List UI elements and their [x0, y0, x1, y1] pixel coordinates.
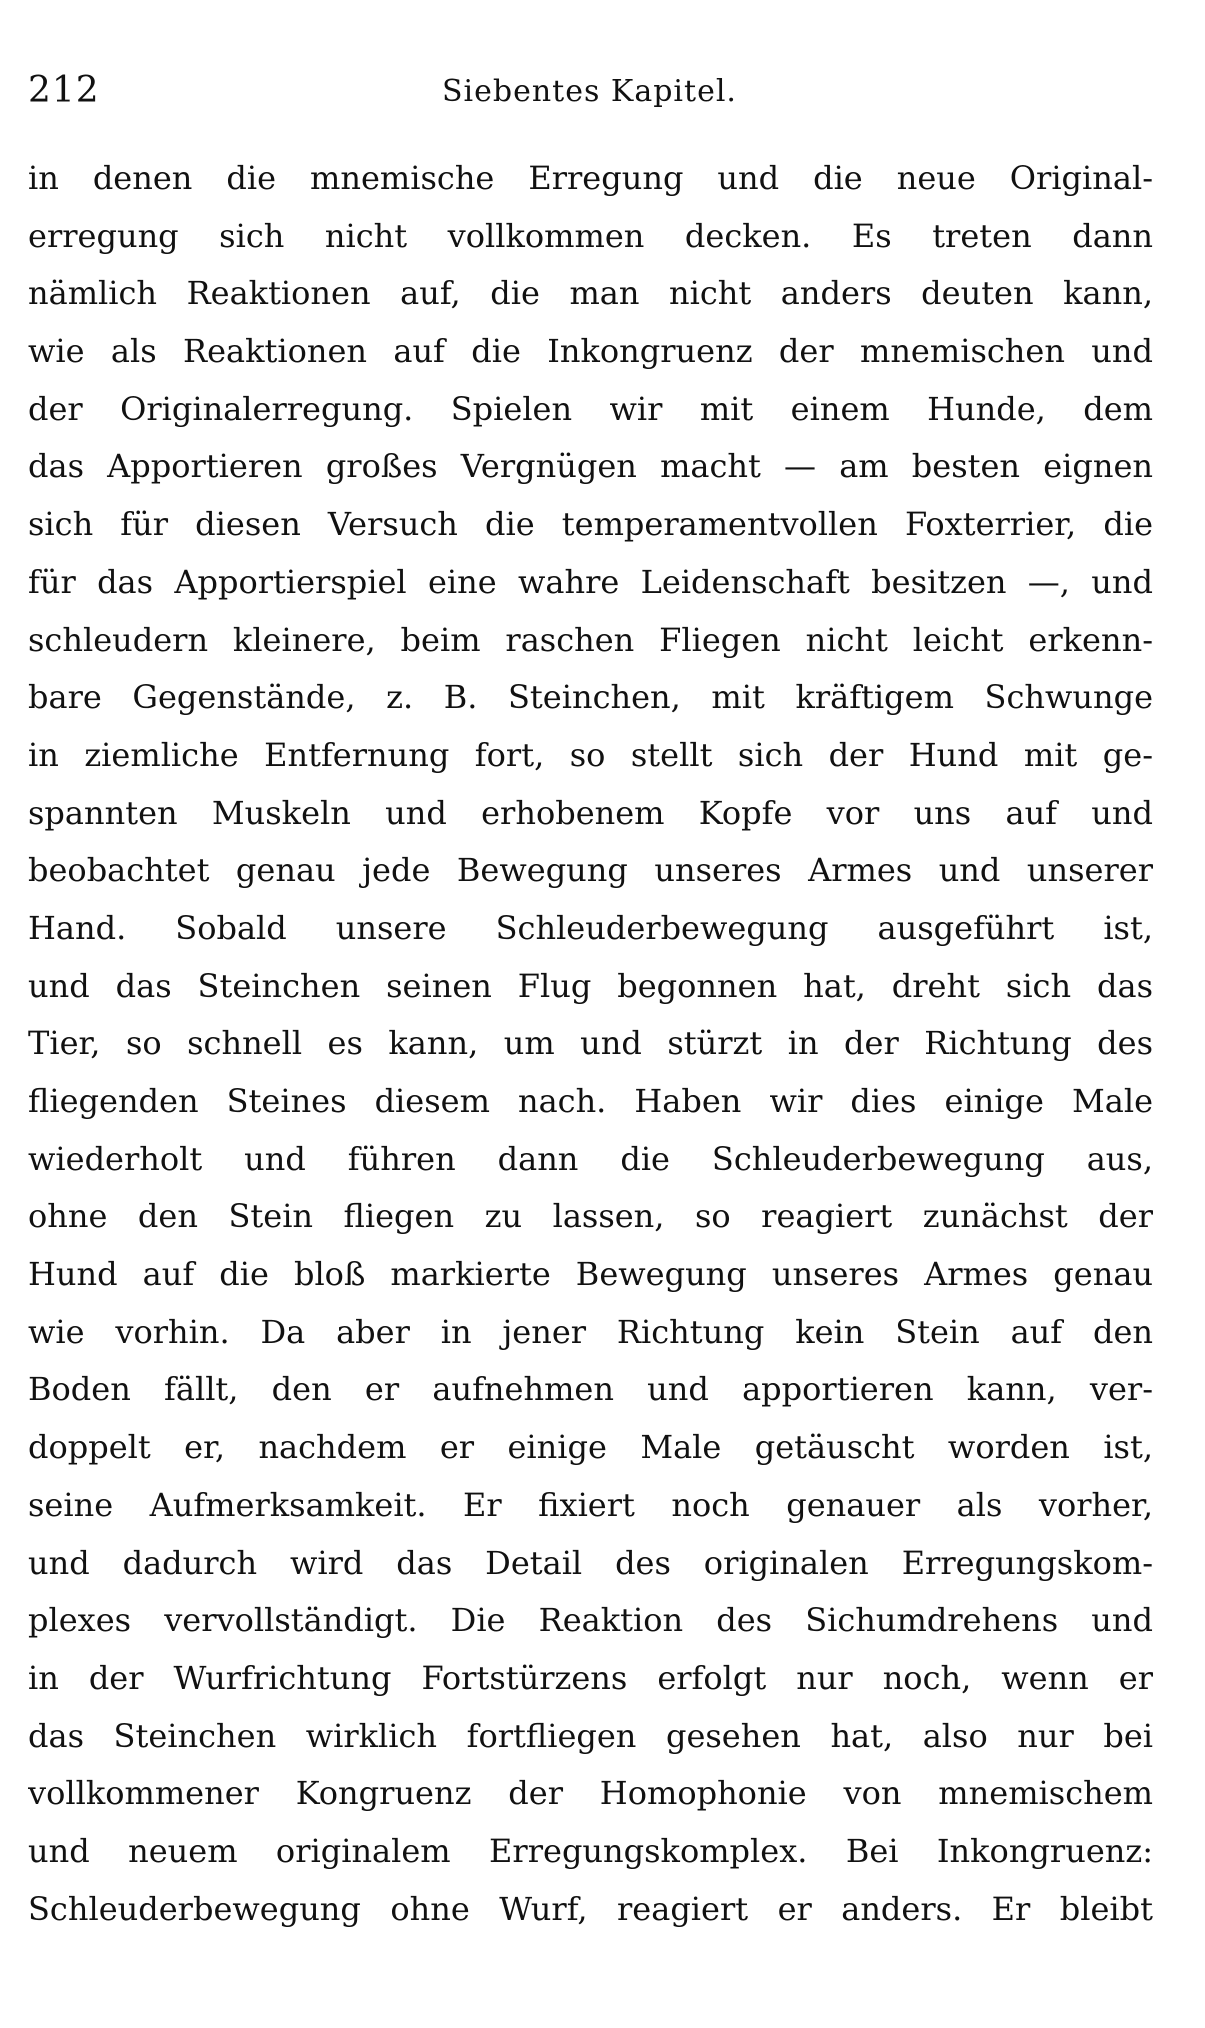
text-line: beobachtet genau jede Bewegung unseres Armes und unserer: [28, 851, 1153, 890]
text-line: wie als Reaktionen auf die Inkongruenz der mnemischen und: [28, 332, 1153, 371]
text-line: und neuem originalem Erregungskomplex. Bei Inkongruenz:: [28, 1831, 1153, 1870]
page-number: 212: [28, 70, 100, 111]
text-line: der Originalerregung. Spielen wir mit einem Hunde, dem: [28, 389, 1153, 428]
text-line: für das Apportierspiel eine wahre Leidenschaft besitzen —, und: [28, 562, 1153, 601]
text-line: nämlich Reaktionen auf, die man nicht anders deuten kann,: [28, 274, 1153, 313]
text-line: Tier, so schnell es kann, um und stürzt in der Richtung des: [28, 1024, 1153, 1063]
text-line: in denen die mnemische Erregung und die neue Original-: [28, 159, 1153, 197]
page-header: [28, 60, 1178, 120]
text-line: und das Steinchen seinen Flug begonnen hat, dreht sich das: [28, 966, 1153, 1005]
text-line: und dadurch wird das Detail des originalen Erregungskom-: [28, 1543, 1153, 1582]
text-line: schleudern kleinere, beim raschen Fliegen nicht leicht erkenn-: [28, 620, 1153, 659]
text-line: sich für diesen Versuch die temperamentvollen Foxterrier, die: [28, 505, 1153, 544]
text-line: spannten Muskeln und erhobenem Kopfe vor uns auf und: [28, 793, 1153, 832]
text-line: plexes vervollständigt. Die Reaktion des Sichumdrehens und: [28, 1601, 1153, 1640]
text-line: das Steinchen wirklich fortfliegen gesehen hat, also nur bei: [28, 1716, 1153, 1755]
text-line: bare Gegenstände, z. B. Steinchen, mit kräftigem Schwunge: [28, 678, 1153, 717]
text-line: fliegenden Steines diesem nach. Haben wir dies einige Male: [28, 1082, 1153, 1120]
text-line: Boden fällt, den er aufnehmen und apportieren kann, ver-: [28, 1370, 1153, 1409]
text-line: in ziemliche Entfernung fort, so stellt sich der Hund mit ge-: [28, 735, 1153, 774]
text-line: Schleuderbewegung ohne Wurf, reagiert er anders. Er bleibt: [28, 1889, 1153, 1928]
text-line: doppelt er, nachdem er einige Male getäuscht worden ist,: [28, 1428, 1153, 1467]
text-line: vollkommener Kongruenz der Homophonie von mnemischem: [28, 1774, 1153, 1813]
running-head: Siebentes Kapitel.: [442, 74, 737, 109]
text-line: Hund auf die bloß markierte Bewegung unseres Armes genau: [28, 1255, 1153, 1294]
text-line: erregung sich nicht vollkommen decken. Es treten dann: [28, 216, 1153, 255]
text-line: wie vorhin. Da aber in jener Richtung kein Stein auf den: [28, 1312, 1153, 1351]
text-line: wiederholt und führen dann die Schleuderbewegung aus,: [28, 1139, 1153, 1178]
text-line: das Apportieren großes Vergnügen macht — am besten eignen: [28, 447, 1153, 486]
text-line: seine Aufmerksamkeit. Er fixiert noch genauer als vorher,: [28, 1485, 1153, 1524]
text-line: in der Wurfrichtung Fortstürzens erfolgt nur noch, wenn er: [28, 1658, 1153, 1697]
text-line: Hand. Sobald unsere Schleuderbewegung ausgeführt ist,: [28, 908, 1153, 947]
body-text: [28, 150, 1153, 1938]
text-line: ohne den Stein fliegen zu lassen, so reagiert zunächst der: [28, 1197, 1153, 1236]
